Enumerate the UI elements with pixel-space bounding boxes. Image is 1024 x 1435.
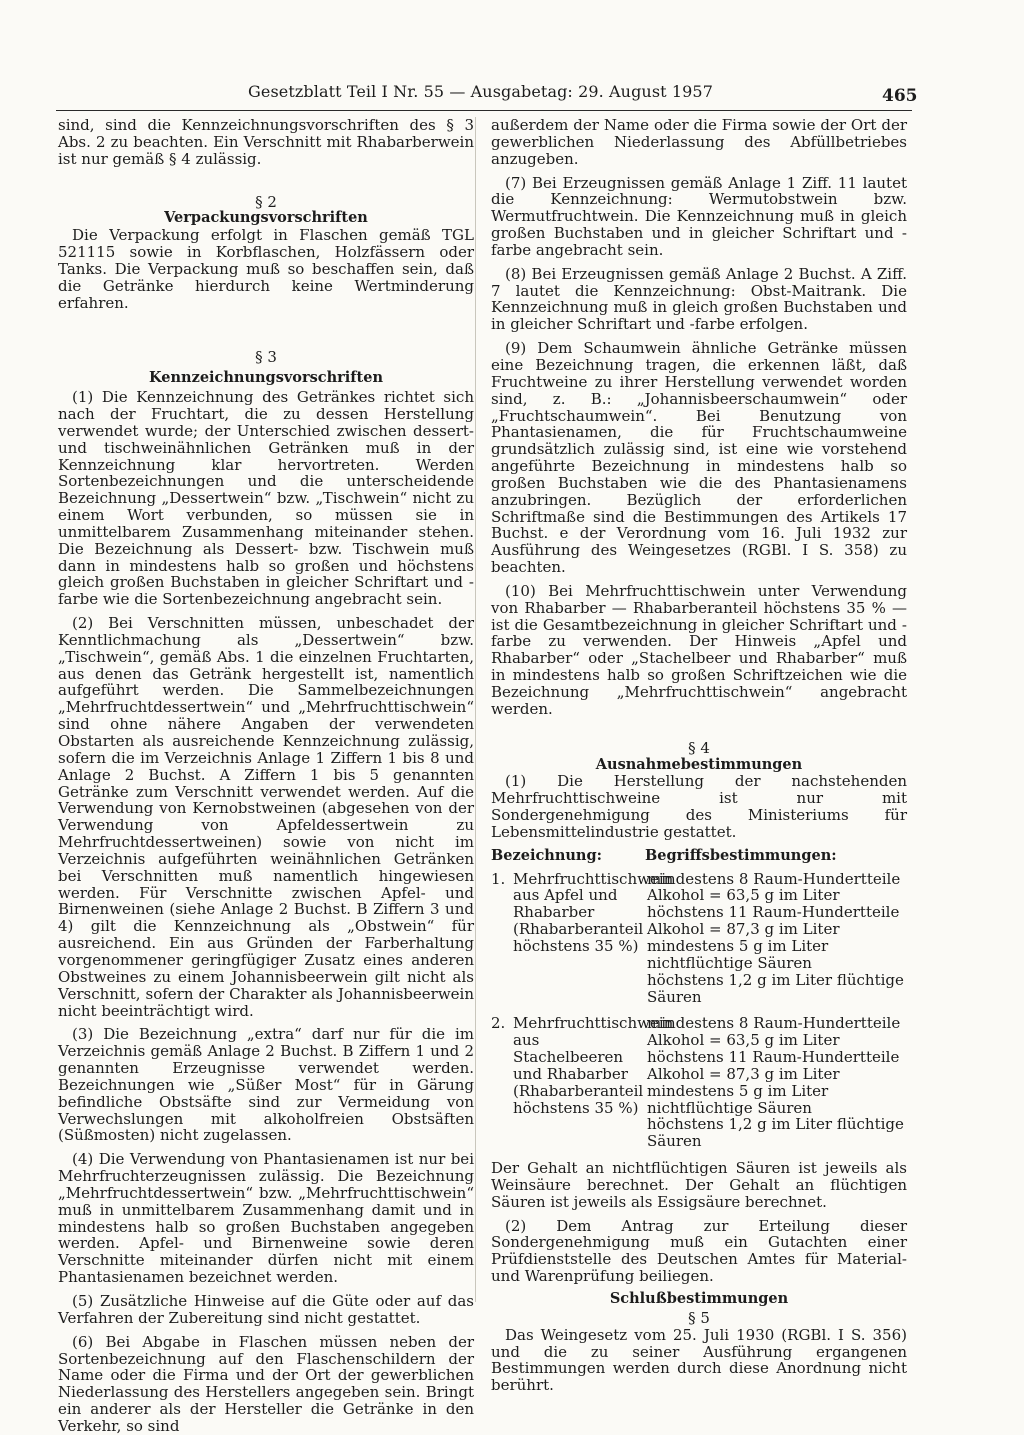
paragraph-3-5: (5) Zusätzliche Hinweise auf die Güte oder auf das Verfahren der Zubereitung sind nicht gestattet.: [58, 1292, 474, 1327]
final-provisions-title: Schlußbestimmungen: [609, 1290, 789, 1307]
product-definition: [647, 1015, 907, 1150]
section-2-title: Verpackungsvorschriften: [164, 209, 368, 227]
definition-line: mindestens 5 g im Liter nichtflüchtige Säuren: [647, 936, 829, 972]
definitions-table-row: [491, 871, 907, 1006]
section-5-number: § 5: [688, 1308, 710, 1327]
definition-line: Alkohol = 87,3 g im Liter: [647, 920, 840, 939]
definition-line: höchstens 1,2 g im Liter flüchtige Säuren: [647, 970, 904, 1006]
paragraph-4-1: (1) Die Herstellung der nachstehenden Mehrfruchttischweine ist nur mit Sondergenehmigung des Ministeriums für Lebensmittelindustrie gestattet.: [491, 772, 907, 841]
section-3-title: Kennzeichnungsvorschriften: [149, 369, 383, 387]
paragraph-3-7: (7) Bei Erzeugnissen gemäß Anlage 1 Ziff. 11 lautet die Kennzeichnung: Wermutobstwein bzw. Wermutfruchtwein. Die Kennzeichnung muß in gleich großen Buchstaben und in gleicher Schriftart und -farbe angebracht sein.: [491, 173, 907, 259]
paragraph-4-2: (2) Dem Antrag zur Erteilung dieser Sondergenehmigung muß ein Gutachten einer Prüfdienststelle des Deutschen Amtes für Material- und Warenprüfung beiliegen.: [491, 1216, 907, 1286]
paragraph-3-3: (3) Die Bezeichnung „extra“ darf nur für die im Verzeichnis gemäß Anlage 2 Buchst. B Ziffern 1 und 2 genannten Erzeugnisse verwendet werden. Bezeichnungen wie „Süßer Most“ für in Gärung befindliche Obstsäfte sind zur Vermeidung von Verwechslungen mit alkoholfreien Obstsäften (Süßmosten) nicht zugelassen.: [58, 1025, 474, 1145]
definition-line: Alkohol = 87,3 g im Liter: [647, 1064, 840, 1083]
definition-line: mindestens 5 g im Liter nichtflüchtige Säuren: [647, 1081, 829, 1117]
left-column: [58, 117, 474, 1435]
paragraph-3-1: (1) Die Kennzeichnung des Getränkes richtet sich nach der Fruchtart, die zu dessen Herstellung verwendet wurde; der Unterschied zwischen dessert- und tischweinähnlichen Getränken muß in der Kennzeichnung klar hervortreten. Werden Sortenbezeichnungen und die unterscheidende Bezeichnung „Dessertwein“ bzw. „Tischwein“ nicht zu einem Wort verbunden, so müssen sie in unmittelbarem Zusammenhang miteinander stehen. Die Bezeichnung als Dessert- bzw. Tischwein muß dann in mindestens halb so großen und höchstens gleich großen Buchstaben in gleicher Schriftart und -farbe wie die Sortenbezeichnung angebracht sein.: [58, 388, 474, 609]
product-designation: Mehrfruchttischwein aus Apfel und Rhabarber (Rhabarberanteil höchstens 35 %): [513, 869, 674, 955]
section-4-title: Ausnahmebestimmungen: [595, 755, 803, 773]
intro-paragraph: sind, sind die Kennzeichnungsvorschriften des § 3 Abs. 2 zu beachten. Ein Verschnitt mit Rhabarberwein ist nur gemäß § 4 zulässig.: [58, 116, 474, 168]
running-header: Gesetzblatt Teil I Nr. 55 — Ausgabetag: 29. August 1957: [248, 82, 713, 101]
row-number: 1.: [491, 869, 506, 888]
acid-note: Der Gehalt an nichtflüchtigen Säuren ist jeweils als Weinsäure berechnet. Der Gehalt an flüchtigen Säuren ist jeweils als Essigsäure berechnet.: [491, 1159, 907, 1211]
paragraph-3-9: (9) Dem Schaumwein ähnliche Getränke müssen eine Bezeichnung tragen, die erkennen läßt, daß Fruchtweine zu ihrer Herstellung verwendet worden sind, z. B.: „Johannisbeerschaumwein“ oder „Fruchtschaumwein“. Bei Benutzung von Phantasienamen, die für Fruchtschaumweine grundsätzlich zulässig sind, ist eine wie vorstehend angeführte Bezeichnung in mindestens halb so großen Buchstaben wie die des Phantasienamens anzubringen. Bezüglich der erforderlichen Schriftmaße sind die Bestimmungen des Artikels 17 Buchst. e der Verordnung vom 16. Juli 1932 zur Ausführung des Weingesetzes (RGBl. I S. 358) zu beachten.: [491, 339, 907, 577]
right-column: [491, 117, 907, 1394]
definitions-header: Begriffsbestimmungen:: [645, 846, 837, 864]
section-3-number: § 3: [255, 348, 277, 367]
paragraph-3-8: (8) Bei Erzeugnissen gemäß Anlage 2 Buchst. A Ziff. 7 lautet die Kennzeichnung: Obst-Maitrank. Die Kennzeichnung muß in gleich großen Buchstaben und in gleicher Schriftart und -farbe erfolgen.: [491, 264, 907, 334]
section-2-number: § 2: [255, 192, 277, 211]
section-4-number: § 4: [688, 738, 710, 757]
section-2-text: Die Verpackung erfolgt in Flaschen gemäß TGL 521115 sowie in Korbflaschen, Holzfässern oder Tanks. Die Verpackung muß so beschaffen sein, daß die Getränke hierdurch keine Wertminderung erfahren.: [58, 226, 474, 312]
paragraph-3-6: (6) Bei Abgabe in Flaschen müssen neben der Sortenbezeichnung auf den Flaschenschildern der Name oder die Firma und der Ort der gewerblichen Niederlassung des Herstellers angegeben sein. Bringt ein anderer als der Hersteller die Getränke in den Verkehr, so sind: [58, 1332, 474, 1435]
definition-line: mindestens 8 Raum-Hundertteile: [647, 1014, 901, 1033]
section-5-text: Das Weingesetz vom 25. Juli 1930 (RGBl. I S. 356) und die zu seiner Ausführung ergangenen Bestimmungen werden durch diese Anordnung nicht berührt.: [491, 1325, 907, 1395]
product-designation: Mehrfruchttischwein aus Stachelbeeren und Rhabarber (Rhabarberanteil höchstens 35 %): [513, 1014, 674, 1117]
definition-line: Alkohol = 63,5 g im Liter: [647, 886, 840, 905]
definitions-table-row: [491, 1015, 907, 1150]
paragraph-3-4: (4) Die Verwendung von Phantasienamen ist nur bei Mehrfruchterzeugnissen zulässig. Die Bezeichnung „Mehrfruchtdessertwein“ bzw. „Mehrfruchttischwein“ muß in unmittelbarem Zusammenhang damit und in mindestens halb so großen Buchstaben angegeben werden. Apfel- und Birnenweine sowie deren Verschnitte miteinander dürfen nicht mit einem Phantasienamen bezeichnet werden.: [58, 1150, 474, 1287]
designation-header: Bezeichnung:: [491, 846, 602, 864]
definition-line: mindestens 8 Raum-Hundertteile: [647, 869, 901, 888]
continued-paragraph: außerdem der Name oder die Firma sowie der Ort der gewerblichen Niederlassung des Abfüllbetriebes anzugeben.: [491, 116, 907, 168]
paragraph-3-2: (2) Bei Verschnitten müssen, unbeschadet der Kenntlichmachung als „Dessertwein“ bzw. „Tischwein“, gemäß Abs. 1 die einzelnen Fruchtarten, aus denen das Getränk hergestellt ist, namentlich aufgeführt werden. Die Sammelbezeichnungen „Mehrfruchtdessertwein“ und „Mehrfruchttischwein“ sind ohne nähere Angaben der verwendeten Obstarten als ausreichende Kennzeichnung zulässig, sofern die im Verzeichnis Anlage 1 Ziffern 1 bis 8 und Anlage 2 Buchst. A Ziffern 1 bis 5 genannten Getränke zum Verschnitt verwendet werden. Auf die Verwendung von Kernobstweinen (abgesehen von der Verwendung von Apfeldessertwein zu Mehrfruchtdessertweinen) sowie von nicht im Verzeichnis aufgeführten weinähnlichen Getränken bei Verschnitten muß namentlich hingewiesen werden. Für Verschnitte zwischen Apfel- und Birnenweinen (siehe Anlage 2 Buchst. B Ziffern 3 und 4) gilt die Kennzeichnung als „Obstwein“ für ausreichend. Ein aus Gründen der Farberhaltung vorgenommener geringfügiger Zusatz eines anderen Obstweines zu einem Johannisbeerwein gilt nicht als Verschnitt, sofern der Charakter als Johannisbeerwein nicht beeinträchtigt wird.: [58, 614, 474, 1020]
definition-line: höchstens 11 Raum-Hundertteile: [647, 903, 900, 922]
row-number: 2.: [491, 1014, 506, 1033]
product-definition: [647, 871, 907, 1006]
page-number: 465: [882, 86, 918, 106]
definition-line: höchstens 1,2 g im Liter flüchtige Säuren: [647, 1115, 904, 1151]
header-rule: [56, 110, 912, 111]
definition-line: Alkohol = 63,5 g im Liter: [647, 1031, 840, 1050]
definitions-table-header: [491, 848, 907, 865]
column-divider: [475, 117, 476, 1302]
definition-line: höchstens 11 Raum-Hundertteile: [647, 1048, 900, 1067]
paragraph-3-10: (10) Bei Mehrfruchttischwein unter Verwendung von Rhabarber — Rhabarberanteil höchstens 35 % — ist die Gesamtbezeichnung in gleicher Schriftart und -farbe zu verwenden. Der Hinweis „Apfel und Rhabarber“ oder „Stachelbeer und Rhabarber“ muß in mindestens halb so großen Schriftzeichen wie die Bezeichnung „Mehrfruchttischwein“ angebracht werden.: [491, 581, 907, 718]
